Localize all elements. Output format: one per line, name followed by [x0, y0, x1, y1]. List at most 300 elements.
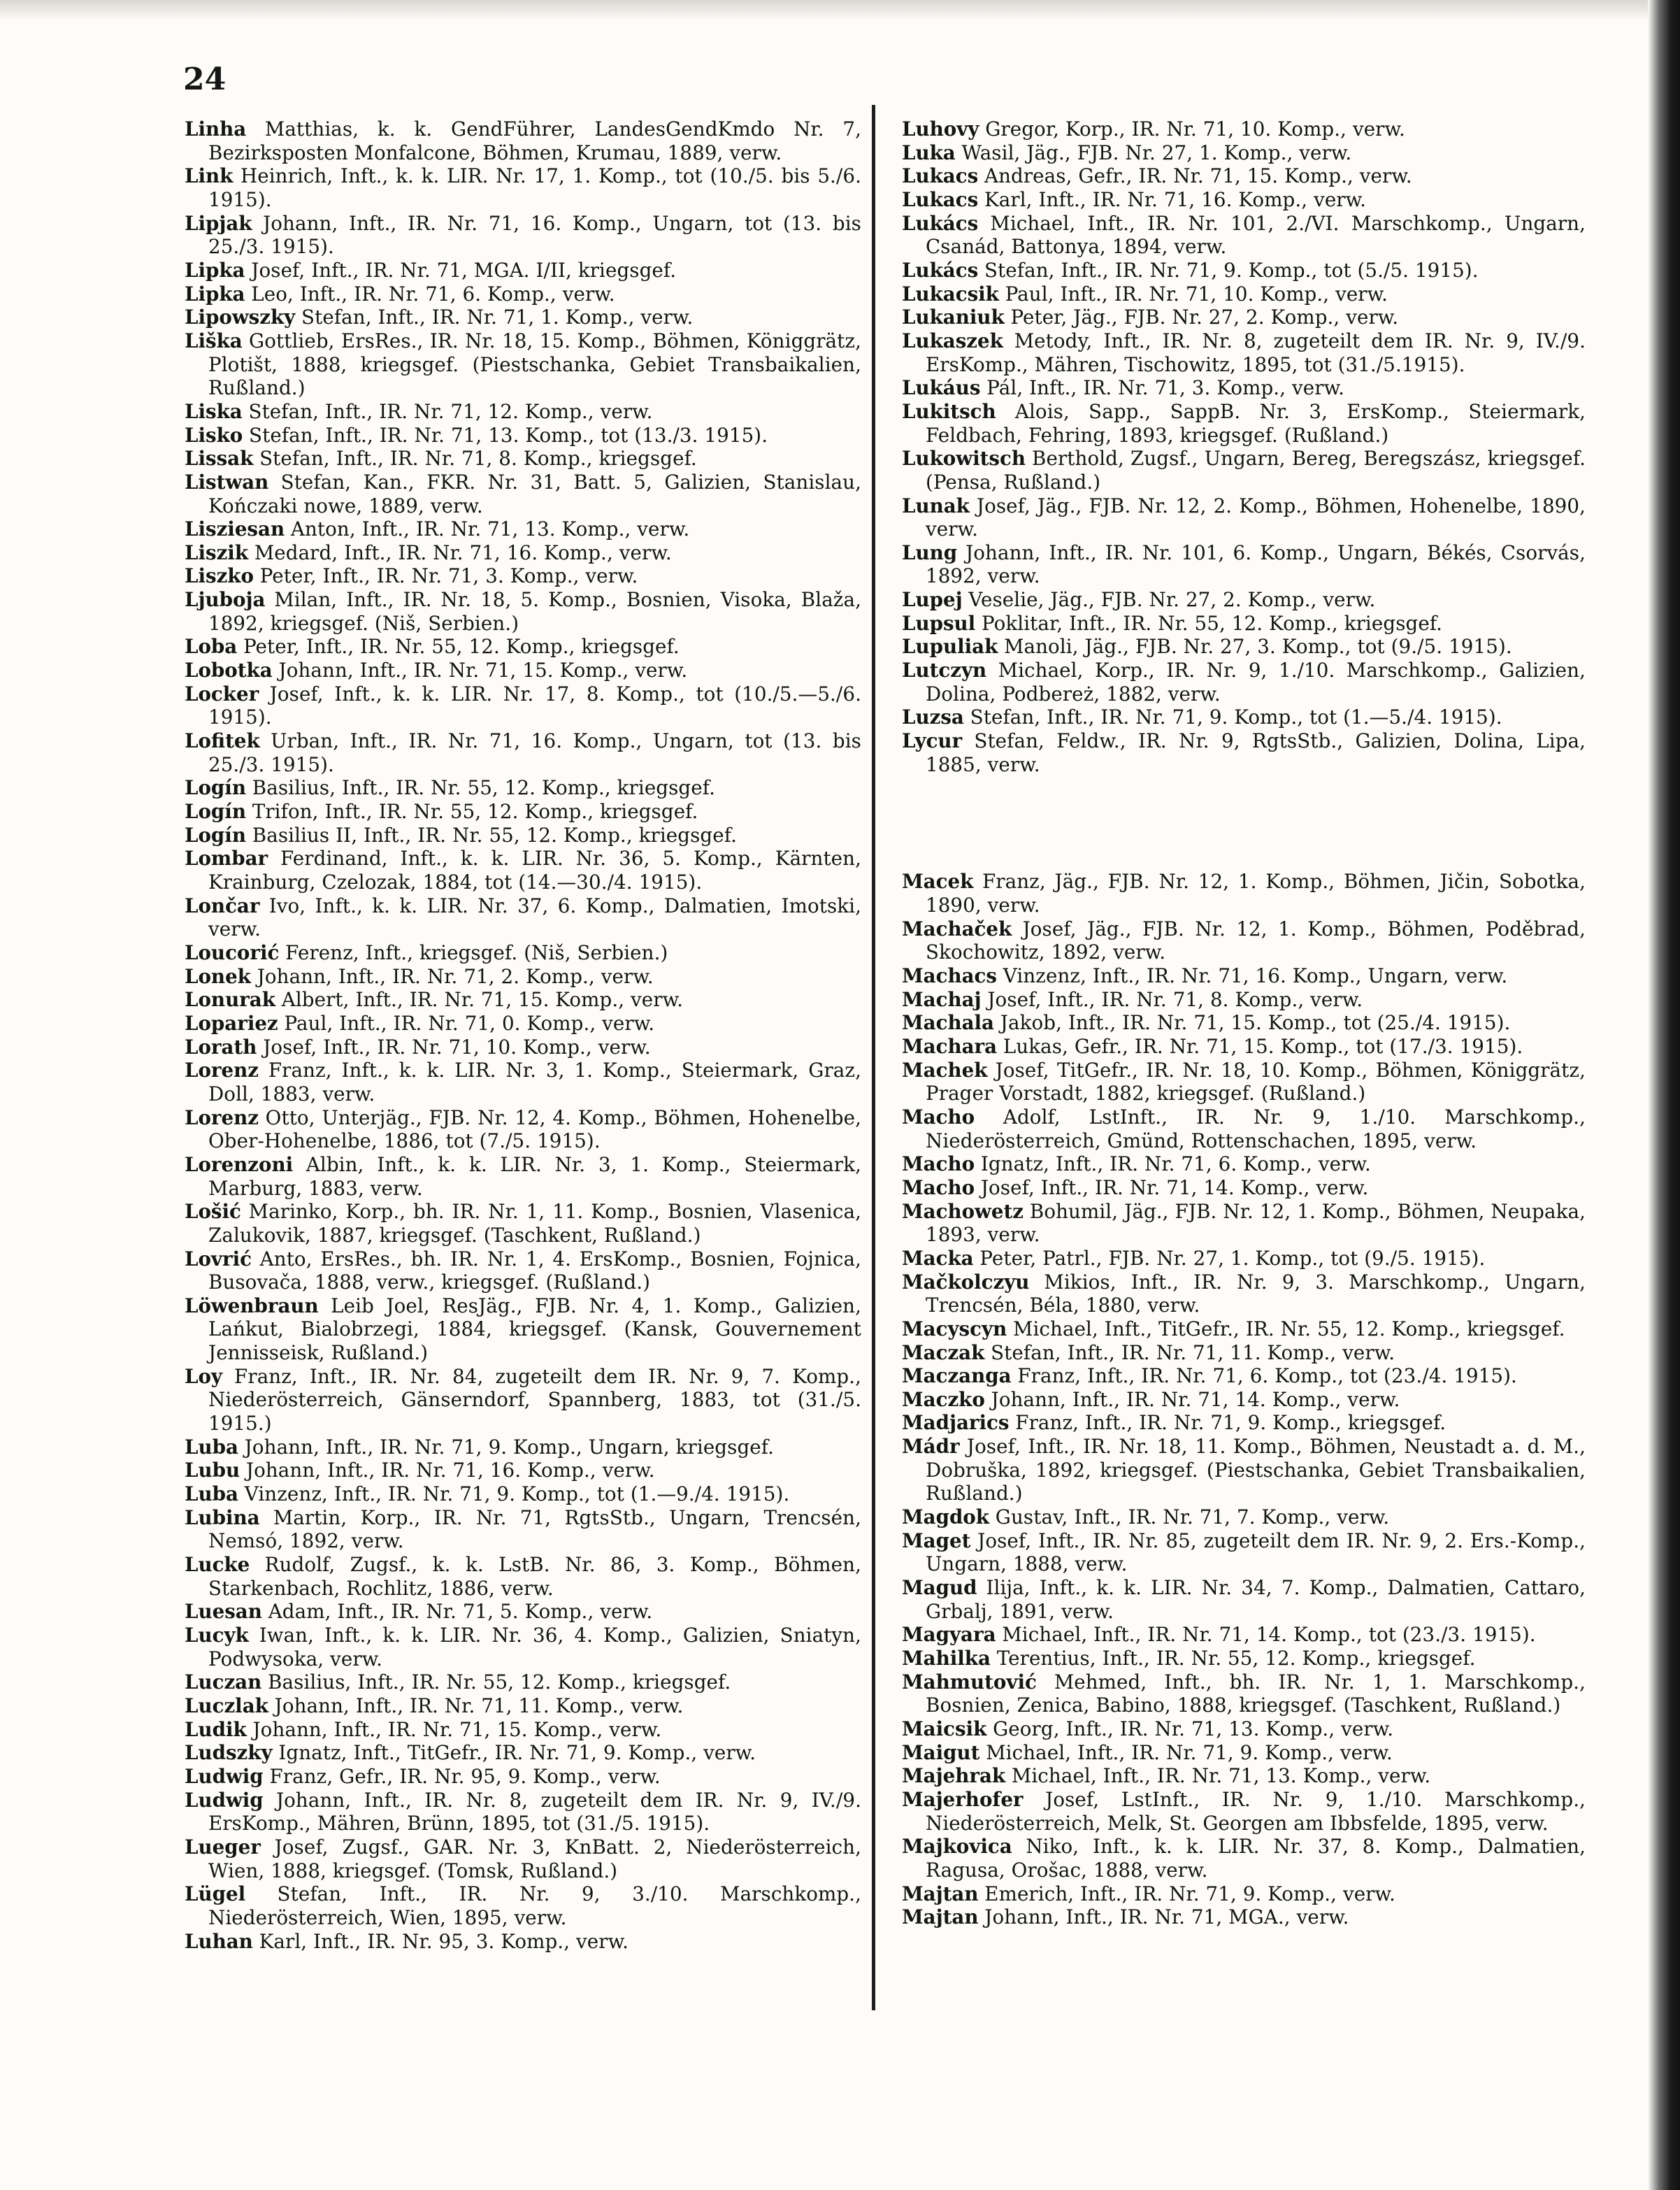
register-entry — [185, 729, 861, 776]
register-entry — [185, 1459, 861, 1482]
register-entry — [185, 1436, 861, 1459]
entry-surname: Ludik — [185, 1717, 247, 1741]
entry-details: Michael, Inft., IR. Nr. 71, 9. Komp., verw. — [986, 1740, 1393, 1764]
register-entry — [185, 1624, 861, 1670]
register-entry — [185, 1059, 861, 1105]
entry-surname: Mahmutović — [902, 1670, 1037, 1694]
entry-surname: Machacs — [902, 964, 997, 987]
entry-surname: Lipjak — [185, 211, 252, 235]
entry-surname: Lonurak — [185, 988, 275, 1012]
entry-details: Paul, Inft., IR. Nr. 71, 10. Komp., verw. — [1005, 282, 1388, 306]
entry-details: Josef, Inft., IR. Nr. 71, 10. Komp., verw. — [263, 1035, 651, 1059]
entry-surname: Ludwig — [185, 1788, 264, 1812]
entry-details: Anto, ErsRes., bh. IR. Nr. 1, 4. ErsKomp., Bosnien, Fojnica, Busovača, 1888, verw., kriegsgef. (Rußland.) — [208, 1247, 861, 1294]
entry-surname: Machek — [902, 1058, 988, 1082]
register-entry — [185, 1012, 861, 1036]
entry-details: Basilius, Inft., IR. Nr. 55, 12. Komp., kriegsgef. — [268, 1670, 731, 1694]
entry-details: Ferenz, Inft., kriegsgef. (Niš, Serbien.) — [285, 940, 668, 964]
register-entry — [185, 212, 861, 259]
register-entry — [902, 1717, 1586, 1741]
entry-details: Vinzenz, Inft., IR. Nr. 71, 9. Komp., tot (1.—9./4. 1915). — [244, 1482, 790, 1506]
register-entry — [185, 1930, 861, 1954]
entry-details: Franz, Gefr., IR. Nr. 95, 9. Komp., verw. — [269, 1764, 661, 1788]
register-entry — [902, 588, 1586, 612]
entry-surname: Lukitsch — [902, 399, 996, 423]
register-entry — [185, 1247, 861, 1294]
entry-surname: Majtan — [902, 1905, 979, 1929]
entry-surname: Lombar — [185, 847, 268, 871]
register-entry — [185, 941, 861, 965]
entry-surname: Lobotka — [185, 659, 273, 682]
register-entry — [902, 1035, 1586, 1059]
register-entry — [902, 282, 1586, 306]
entry-details: Ignatz, Inft., IR. Nr. 71, 6. Komp., verw. — [980, 1152, 1371, 1176]
entry-surname: Lukács — [902, 258, 979, 282]
register-entry — [902, 1341, 1586, 1365]
register-entry — [902, 659, 1586, 706]
register-entry — [902, 1247, 1586, 1271]
register-entry — [185, 329, 861, 400]
entry-details: Niko, Inft., k. k. LIR. Nr. 37, 8. Komp., Dalmatien, Ragusa, Orošac, 1888, verw. — [926, 1835, 1586, 1882]
entry-details: Johann, Inft., IR. Nr. 8, zugeteilt dem IR. Nr. 9, IV./9. ErsKomp., Mähren, Brünn, 1895, tot (31./5. 1915). — [208, 1788, 861, 1835]
section-gap — [902, 776, 1586, 870]
entry-surname: Maczanga — [902, 1364, 1012, 1388]
entry-details: Anton, Inft., IR. Nr. 71, 13. Komp., verw. — [290, 517, 690, 541]
register-entry — [902, 1011, 1586, 1035]
entry-details: Karl, Inft., IR. Nr. 71, 16. Komp., verw. — [984, 187, 1367, 211]
entry-details: Milan, Inft., IR. Nr. 18, 5. Komp., Bosnien, Visoka, Blaža, 1892, kriegsgef. (Niš, Serbien.) — [208, 588, 861, 635]
register-entry — [185, 1106, 861, 1153]
entry-details: Trifon, Inft., IR. Nr. 55, 12. Komp., kriegsgef. — [252, 800, 698, 824]
register-entry — [902, 1271, 1586, 1317]
entry-surname: Lorenzoni — [185, 1152, 294, 1176]
entry-details: Josef, Jäg., FJB. Nr. 12, 2. Komp., Böhmen, Hohenelbe, 1890, verw. — [926, 494, 1586, 541]
register-entry — [185, 965, 861, 989]
entry-details: Berthold, Zugsf., Ungarn, Bereg, Beregszász, kriegsgef. (Pensa, Rußland.) — [926, 447, 1586, 494]
entry-surname: Ludszky — [185, 1741, 273, 1765]
entry-surname: Maigut — [902, 1740, 980, 1764]
register-entry — [185, 1153, 861, 1200]
entry-details: Veselie, Jäg., FJB. Nr. 27, 2. Komp., verw. — [968, 588, 1376, 612]
register-entry — [902, 1670, 1586, 1717]
entry-surname: Lofitek — [185, 729, 260, 753]
register-entry — [185, 259, 861, 282]
entry-details: Johann, Inft., IR. Nr. 71, 11. Komp., verw. — [274, 1694, 684, 1717]
entry-details: Johann, Inft., IR. Nr. 71, 15. Komp., verw. — [252, 1717, 662, 1741]
register-entry — [902, 494, 1586, 541]
register-entry — [185, 1553, 861, 1600]
entry-surname: Mádr — [902, 1435, 960, 1459]
register-entry — [185, 894, 861, 941]
entry-details: Josef, Zugsf., GAR. Nr. 3, KnBatt. 2, Niederösterreich, Wien, 1888, kriegsgef. (Tomsk, Rußland.) — [208, 1835, 862, 1882]
entry-surname: Luesan — [185, 1600, 262, 1624]
entry-details: Mikios, Inft., IR. Nr. 9, 3. Marschkomp., Ungarn, Trencsén, Béla, 1880, verw. — [926, 1270, 1586, 1317]
entry-details: Poklitar, Inft., IR. Nr. 55, 12. Komp., kriegsgef. — [982, 611, 1443, 635]
register-entry — [902, 1059, 1586, 1105]
entry-details: Lukas, Gefr., IR. Nr. 71, 15. Komp., tot (17./3. 1915). — [1003, 1034, 1523, 1058]
register-entry — [902, 1505, 1586, 1529]
entry-surname: Lycur — [902, 729, 963, 753]
register-entry — [902, 988, 1586, 1012]
register-entry — [902, 376, 1586, 400]
entry-details: Johann, Inft., IR. Nr. 71, 16. Komp., verw. — [245, 1459, 655, 1482]
entry-details: Stefan, Inft., IR. Nr. 71, 9. Komp., tot (1.—5./4. 1915). — [970, 706, 1502, 729]
register-entry — [185, 517, 861, 541]
register-entry — [902, 1905, 1586, 1929]
register-entry — [185, 1200, 861, 1247]
entry-surname: Luhan — [185, 1929, 253, 1953]
entry-surname: Maicsik — [902, 1717, 987, 1740]
entry-details: Matthias, k. k. GendFührer, LandesGendKmdo Nr. 7, Bezirksposten Monfalcone, Böhmen, Krumau, 1889, verw. — [208, 117, 861, 164]
entry-surname: Logín — [185, 800, 246, 824]
entry-details: Josef, Jäg., FJB. Nr. 12, 1. Komp., Böhmen, Poděbrad, Skochowitz, 1892, verw. — [926, 917, 1586, 964]
entry-surname: Mačkolczyu — [902, 1270, 1030, 1294]
left-column — [185, 117, 861, 1953]
entry-surname: Macka — [902, 1246, 974, 1270]
entry-details: Karl, Inft., IR. Nr. 95, 3. Komp., verw. — [259, 1929, 629, 1953]
right-column-m-entries — [902, 870, 1586, 1929]
register-entry — [902, 1317, 1586, 1341]
entry-surname: Liszik — [185, 541, 248, 564]
entry-surname: Luczan — [185, 1670, 262, 1694]
register-entry — [902, 259, 1586, 282]
register-entry — [185, 588, 861, 635]
entry-details: Ferdinand, Inft., k. k. LIR. Nr. 36, 5. Komp., Kärnten, Krainburg, Czelozak, 1884, tot (14.—30./4. 1915). — [208, 847, 861, 894]
register-entry — [902, 1435, 1586, 1505]
register-entry — [902, 964, 1586, 988]
entry-surname: Macyscyn — [902, 1317, 1007, 1340]
entry-surname: Linha — [185, 117, 247, 141]
entry-surname: Loba — [185, 635, 238, 659]
page-number: 24 — [183, 62, 227, 97]
entry-details: Johann, Inft., IR. Nr. 101, 6. Komp., Ungarn, Békés, Csorvás, 1892, verw. — [926, 541, 1586, 588]
entry-details: Pál, Inft., IR. Nr. 71, 3. Komp., verw. — [986, 376, 1344, 400]
entry-surname: Lubu — [185, 1459, 240, 1482]
entry-surname: Lorenz — [185, 1105, 259, 1129]
entry-details: Stefan, Feldw., IR. Nr. 9, RgtsStb., Galizien, Dolina, Lipa, 1885, verw. — [926, 729, 1586, 776]
entry-details: Josef, Inft., IR. Nr. 71, 14. Komp., verw. — [980, 1175, 1369, 1199]
entry-details: Mehmed, Inft., bh. IR. Nr. 1, 1. Marschkomp., Bosnien, Zenica, Babino, 1888, kriegsgef. (Taschkent, Rußland.) — [926, 1670, 1586, 1717]
entry-details: Stefan, Inft., IR. Nr. 71, 9. Komp., tot (5./5. 1915). — [984, 258, 1479, 282]
entry-surname: Lügel — [185, 1882, 246, 1906]
register-entry — [902, 870, 1586, 917]
entry-details: Michael, Inft., IR. Nr. 71, 14. Komp., tot (23./3. 1915). — [1002, 1623, 1536, 1647]
entry-surname: Lipowszky — [185, 306, 296, 329]
register-entry — [185, 1741, 861, 1765]
entry-details: Johann, Inft., IR. Nr. 71, 2. Komp., verw. — [257, 964, 654, 988]
entry-surname: Logín — [185, 776, 246, 800]
entry-surname: Link — [185, 164, 234, 188]
register-entry — [902, 1764, 1586, 1788]
entry-details: Franz, Inft., IR. Nr. 71, 9. Komp., kriegsgef. — [1015, 1411, 1446, 1435]
entry-details: Johann, Inft., IR. Nr. 71, 14. Komp., verw. — [991, 1387, 1400, 1411]
register-entry — [902, 400, 1586, 447]
entry-surname: Majehrak — [902, 1764, 1006, 1788]
register-entry — [902, 188, 1586, 212]
register-entry — [902, 1105, 1586, 1152]
register-entry — [902, 1152, 1586, 1176]
entry-details: Ignatz, Inft., TitGefr., IR. Nr. 71, 9. Komp., verw. — [278, 1741, 756, 1765]
entry-surname: Lisziesan — [185, 517, 285, 541]
register-entry — [902, 917, 1586, 964]
register-entry — [185, 541, 861, 565]
right-column — [902, 117, 1586, 1929]
entry-surname: Lupej — [902, 588, 963, 612]
entry-surname: Macho — [902, 1175, 975, 1199]
register-entry — [902, 212, 1586, 259]
register-entry — [902, 1364, 1586, 1388]
entry-surname: Majtan — [902, 1882, 979, 1905]
entry-details: Martin, Korp., IR. Nr. 71, RgtsStb., Ungarn, Trencsén, Nemsó, 1892, verw. — [208, 1505, 861, 1553]
register-entry — [902, 164, 1586, 188]
entry-surname: Magud — [902, 1576, 977, 1600]
entry-surname: Majkovica — [902, 1835, 1012, 1859]
register-entry — [185, 659, 861, 682]
entry-surname: Listwan — [185, 470, 269, 494]
register-entry — [185, 847, 861, 894]
entry-surname: Macek — [902, 870, 974, 894]
entry-details: Josef, Inft., k. k. LIR. Nr. 17, 8. Komp., tot (10./5.—5./6. 1915). — [208, 682, 861, 729]
register-entry — [902, 1200, 1586, 1247]
right-column-l-entries — [902, 117, 1586, 776]
entry-details: Albert, Inft., IR. Nr. 71, 15. Komp., verw. — [281, 988, 684, 1012]
register-entry — [185, 400, 861, 424]
entry-surname: Machala — [902, 1011, 994, 1035]
entry-surname: Lukowitsch — [902, 447, 1026, 471]
register-entry — [902, 117, 1586, 141]
entry-details: Josef, Inft., IR. Nr. 18, 11. Komp., Böhmen, Neustadt a. d. M., Dobruška, 1892, kriegsgef. (Piestschanka, Gebiet Transbaikalien, Rußland.) — [926, 1435, 1586, 1505]
entry-details: Michael, Inft., IR. Nr. 101, 2./VI. Marschkomp., Ungarn, Csanád, Battonya, 1894, verw. — [926, 211, 1586, 259]
entry-details: Terentius, Inft., IR. Nr. 55, 12. Komp., kriegsgef. — [996, 1647, 1476, 1670]
entry-details: Jakob, Inft., IR. Nr. 71, 15. Komp., tot (25./4. 1915). — [1000, 1011, 1511, 1035]
entry-details: Michael, Inft., TitGefr., IR. Nr. 55, 12. Komp., kriegsgef. — [1013, 1317, 1565, 1340]
entry-details: Stefan, Inft., IR. Nr. 71, 13. Komp., tot (13./3. 1915). — [249, 423, 768, 447]
entry-surname: Lukacs — [902, 164, 979, 188]
entry-surname: Lucyk — [185, 1624, 249, 1647]
entry-details: Emerich, Inft., IR. Nr. 71, 9. Komp., verw. — [984, 1882, 1395, 1905]
entry-surname: Loucorić — [185, 940, 280, 964]
entry-details: Rudolf, Zugsf., k. k. LstB. Nr. 86, 3. Komp., Böhmen, Starkenbach, Rochlitz, 1886, verw. — [208, 1553, 861, 1600]
entry-surname: Majerhofer — [902, 1787, 1024, 1811]
entry-details: Adam, Inft., IR. Nr. 71, 5. Komp., verw. — [268, 1600, 653, 1624]
entry-details: Josef, Inft., IR. Nr. 85, zugeteilt dem IR. Nr. 9, 2. Ers.-Komp., Ungarn, 1888, verw. — [926, 1529, 1586, 1576]
entry-details: Gustav, Inft., IR. Nr. 71, 7. Komp., verw. — [995, 1505, 1390, 1529]
entry-surname: Maczak — [902, 1340, 985, 1364]
register-entry — [185, 1036, 861, 1059]
register-entry — [185, 424, 861, 448]
register-entry — [902, 306, 1586, 329]
entry-details: Basilius, Inft., IR. Nr. 55, 12. Komp., kriegsgef. — [252, 776, 716, 800]
entry-details: Franz, Inft., k. k. LIR. Nr. 3, 1. Komp., Steiermark, Graz, Doll, 1883, verw. — [208, 1059, 861, 1105]
register-entry — [185, 117, 861, 164]
register-entry — [902, 1388, 1586, 1412]
register-entry — [902, 1788, 1586, 1835]
register-entry — [902, 729, 1586, 776]
entry-surname: Lukács — [902, 211, 979, 235]
entry-surname: Machaj — [902, 987, 982, 1011]
register-entry — [185, 1294, 861, 1365]
register-entry — [185, 1365, 861, 1436]
register-entry — [902, 329, 1586, 376]
entry-surname: Luzsa — [902, 706, 964, 729]
entry-surname: Luba — [185, 1435, 238, 1459]
entry-details: Josef, Inft., IR. Nr. 71, MGA. I/II, kriegsgef. — [251, 258, 677, 282]
entry-surname: Lopariez — [185, 1011, 278, 1035]
entry-details: Peter, Inft., IR. Nr. 71, 3. Komp., verw. — [259, 564, 638, 588]
entry-surname: Lončar — [185, 894, 260, 917]
register-entry — [185, 471, 861, 517]
register-entry — [902, 1411, 1586, 1435]
entry-details: Johann, Inft., IR. Nr. 71, 15. Komp., verw. — [278, 659, 688, 682]
entry-surname: Mahilka — [902, 1647, 991, 1670]
entry-surname: Ludwig — [185, 1764, 264, 1788]
entry-details: Adolf, LstInft., IR. Nr. 9, 1./10. Marschkomp., Niederösterreich, Gmünd, Rottenschachen, 1895, verw. — [926, 1105, 1586, 1152]
entry-surname: Lubina — [185, 1505, 260, 1529]
entry-details: Otto, Unterjäg., FJB. Nr. 12, 4. Komp., Böhmen, Hohenelbe, Ober-Hohenelbe, 1886, tot (7./5. 1915). — [208, 1105, 861, 1153]
entry-details: Josef, TitGefr., IR. Nr. 18, 10. Komp., Böhmen, Königgrätz, Prager Vorstadt, 1882, kriegsgef. (Rußland.) — [926, 1058, 1586, 1105]
entry-details: Gregor, Korp., IR. Nr. 71, 10. Komp., verw. — [985, 117, 1405, 141]
entry-surname: Lukacsik — [902, 282, 999, 306]
entry-details: Peter, Patrl., FJB. Nr. 27, 1. Komp., tot (9./5. 1915). — [979, 1246, 1486, 1270]
register-entry — [185, 988, 861, 1012]
entry-surname: Lunak — [902, 494, 970, 517]
entry-surname: Loy — [185, 1364, 223, 1388]
entry-details: Johann, Inft., IR. Nr. 71, 16. Komp., Ungarn, tot (13. bis 25./3. 1915). — [208, 211, 861, 259]
entry-surname: Lorenz — [185, 1059, 259, 1082]
register-entry — [185, 164, 861, 211]
entry-details: Peter, Jäg., FJB. Nr. 27, 2. Komp., verw. — [1010, 306, 1399, 329]
entry-surname: Lošić — [185, 1200, 241, 1224]
entry-details: Stefan, Inft., IR. Nr. 9, 3./10. Marschkomp., Niederösterreich, Wien, 1895, verw. — [208, 1882, 861, 1929]
entry-details: Marinko, Korp., bh. IR. Nr. 1, 11. Komp., Bosnien, Vlasenica, Zalukovik, 1887, kriegsgef. (Taschkent, Rußland.) — [208, 1200, 861, 1247]
entry-surname: Lung — [902, 541, 958, 564]
entry-details: Franz, Jäg., FJB. Nr. 12, 1. Komp., Böhmen, Jičin, Sobotka, 1890, verw. — [926, 870, 1586, 917]
entry-details: Basilius II, Inft., IR. Nr. 55, 12. Komp., kriegsgef. — [252, 823, 737, 847]
entry-surname: Lueger — [185, 1835, 261, 1859]
entry-surname: Liska — [185, 399, 243, 423]
entry-details: Bohumil, Jäg., FJB. Nr. 12, 1. Komp., Böhmen, Neupaka, 1893, verw. — [926, 1199, 1586, 1247]
entry-surname: Macho — [902, 1152, 975, 1176]
entry-details: Stefan, Kan., FKR. Nr. 31, Batt. 5, Galizien, Stanislau, Kończaki nowe, 1889, verw. — [208, 470, 861, 517]
entry-details: Ivo, Inft., k. k. LIR. Nr. 37, 6. Komp., Dalmatien, Imotski, verw. — [208, 894, 861, 941]
entry-surname: Lutczyn — [902, 659, 987, 682]
register-entry — [185, 1600, 861, 1624]
scan-right-edge — [1648, 0, 1680, 2190]
register-entry — [185, 1765, 861, 1789]
register-entry — [902, 1623, 1586, 1647]
entry-details: Urban, Inft., IR. Nr. 71, 16. Komp., Ungarn, tot (13. bis 25./3. 1915). — [208, 729, 861, 776]
register-entry — [185, 1694, 861, 1718]
entry-surname: Lipka — [185, 282, 245, 306]
register-entry — [902, 1176, 1586, 1200]
entry-details: Franz, Inft., IR. Nr. 71, 6. Komp., tot (23./4. 1915). — [1017, 1364, 1517, 1388]
entry-surname: Luhovy — [902, 117, 979, 141]
register-entry — [902, 1741, 1586, 1765]
register-entry — [902, 447, 1586, 494]
register-entry — [902, 612, 1586, 636]
register-entry — [185, 282, 861, 306]
entry-details: Wasil, Jäg., FJB. Nr. 27, 1. Komp., verw. — [961, 141, 1352, 164]
entry-details: Michael, Inft., IR. Nr. 71, 13. Komp., verw. — [1011, 1764, 1431, 1788]
entry-details: Albin, Inft., k. k. LIR. Nr. 3, 1. Komp., Steiermark, Marburg, 1883, verw. — [208, 1152, 861, 1200]
register-entry — [185, 682, 861, 729]
entry-details: Paul, Inft., IR. Nr. 71, 0. Komp., verw. — [284, 1011, 655, 1035]
entry-surname: Lissak — [185, 447, 254, 471]
entry-surname: Lupsul — [902, 611, 976, 635]
entry-surname: Machara — [902, 1034, 998, 1058]
register-entry — [902, 141, 1586, 165]
entry-surname: Liška — [185, 329, 243, 352]
register-entry — [902, 1835, 1586, 1882]
entry-details: Medard, Inft., IR. Nr. 71, 16. Komp., verw. — [254, 541, 672, 564]
entry-details: Metody, Inft., IR. Nr. 8, zugeteilt dem IR. Nr. 9, IV./9. ErsKomp., Mähren, Tischowitz, 1895, tot (31./5.1915). — [926, 329, 1586, 376]
register-entry — [902, 1882, 1586, 1906]
entry-surname: Macho — [902, 1105, 975, 1129]
entry-details: Leo, Inft., IR. Nr. 71, 6. Komp., verw. — [251, 282, 615, 306]
entry-surname: Luba — [185, 1482, 238, 1506]
entry-surname: Locker — [185, 682, 259, 706]
entry-surname: Lupuliak — [902, 635, 998, 659]
register-entry — [185, 824, 861, 847]
entry-surname: Lonek — [185, 964, 251, 988]
register-entry — [185, 1718, 861, 1742]
entry-details: Franz, Inft., IR. Nr. 84, zugeteilt dem IR. Nr. 9, 7. Komp., Niederösterreich, Gänserndorf, Spannberg, 1883, tot (31./5. 1915.) — [208, 1364, 861, 1436]
register-entry — [185, 564, 861, 588]
entry-details: Alois, Sapp., SappB. Nr. 3, ErsKomp., Steiermark, Feldbach, Fehring, 1893, kriegsgef. (Rußland.) — [926, 399, 1586, 447]
register-entry — [185, 1789, 861, 1835]
register-entry — [185, 776, 861, 800]
register-entry — [902, 541, 1586, 588]
register-entry — [185, 800, 861, 824]
entry-surname: Maczko — [902, 1387, 985, 1411]
register-entry — [185, 635, 861, 659]
register-entry — [185, 1670, 861, 1694]
entry-surname: Lorath — [185, 1035, 257, 1059]
scan-top-shadow — [0, 0, 1680, 21]
entry-details: Johann, Inft., IR. Nr. 71, MGA., verw. — [984, 1905, 1349, 1929]
entry-surname: Liszko — [185, 564, 254, 588]
entry-surname: Logín — [185, 823, 246, 847]
register-entry — [902, 706, 1586, 729]
entry-surname: Lucke — [185, 1553, 250, 1577]
entry-surname: Maget — [902, 1529, 971, 1552]
entry-details: Georg, Inft., IR. Nr. 71, 13. Komp., verw. — [993, 1717, 1394, 1740]
entry-surname: Machowetz — [902, 1199, 1024, 1223]
register-entry — [902, 1647, 1586, 1670]
register-entry — [185, 1482, 861, 1506]
entry-details: Ilija, Inft., k. k. LIR. Nr. 34, 7. Komp., Dalmatien, Cattaro, Grbalj, 1891, verw. — [926, 1576, 1586, 1623]
entry-details: Johann, Inft., IR. Nr. 71, 9. Komp., Ungarn, kriegsgef. — [244, 1435, 775, 1459]
entry-surname: Lukacs — [902, 187, 979, 211]
entry-details: Josef, LstInft., IR. Nr. 9, 1./10. Marschkomp., Niederösterreich, Melk, St. Georgen am Ibbsfelde, 1895, verw. — [926, 1787, 1586, 1835]
register-entry — [185, 306, 861, 329]
entry-details: Gottlieb, ErsRes., IR. Nr. 18, 15. Komp., Böhmen, Königgrätz, Plotišt, 1888, kriegsgef. (Piestschanka, Gebiet Transbaikalien, Rußland.) — [208, 329, 861, 400]
entry-surname: Lipka — [185, 258, 245, 282]
register-entry — [902, 1576, 1586, 1623]
entry-surname: Lovrić — [185, 1247, 252, 1271]
entry-details: Stefan, Inft., IR. Nr. 71, 8. Komp., kriegsgef. — [259, 447, 697, 471]
entry-surname: Luka — [902, 141, 956, 164]
entry-surname: Löwenbraun — [185, 1294, 319, 1317]
entry-details: Stefan, Inft., IR. Nr. 71, 12. Komp., verw. — [248, 399, 653, 423]
entry-details: Josef, Inft., IR. Nr. 71, 8. Komp., verw. — [987, 987, 1363, 1011]
entry-surname: Lisko — [185, 423, 243, 447]
entry-surname: Machaček — [902, 917, 1012, 940]
column-divider — [872, 105, 875, 2010]
entry-details: Peter, Inft., IR. Nr. 55, 12. Komp., kriegsgef. — [243, 635, 680, 659]
entry-details: Stefan, Inft., IR. Nr. 71, 11. Komp., verw. — [991, 1340, 1395, 1364]
register-entry — [185, 1882, 861, 1929]
